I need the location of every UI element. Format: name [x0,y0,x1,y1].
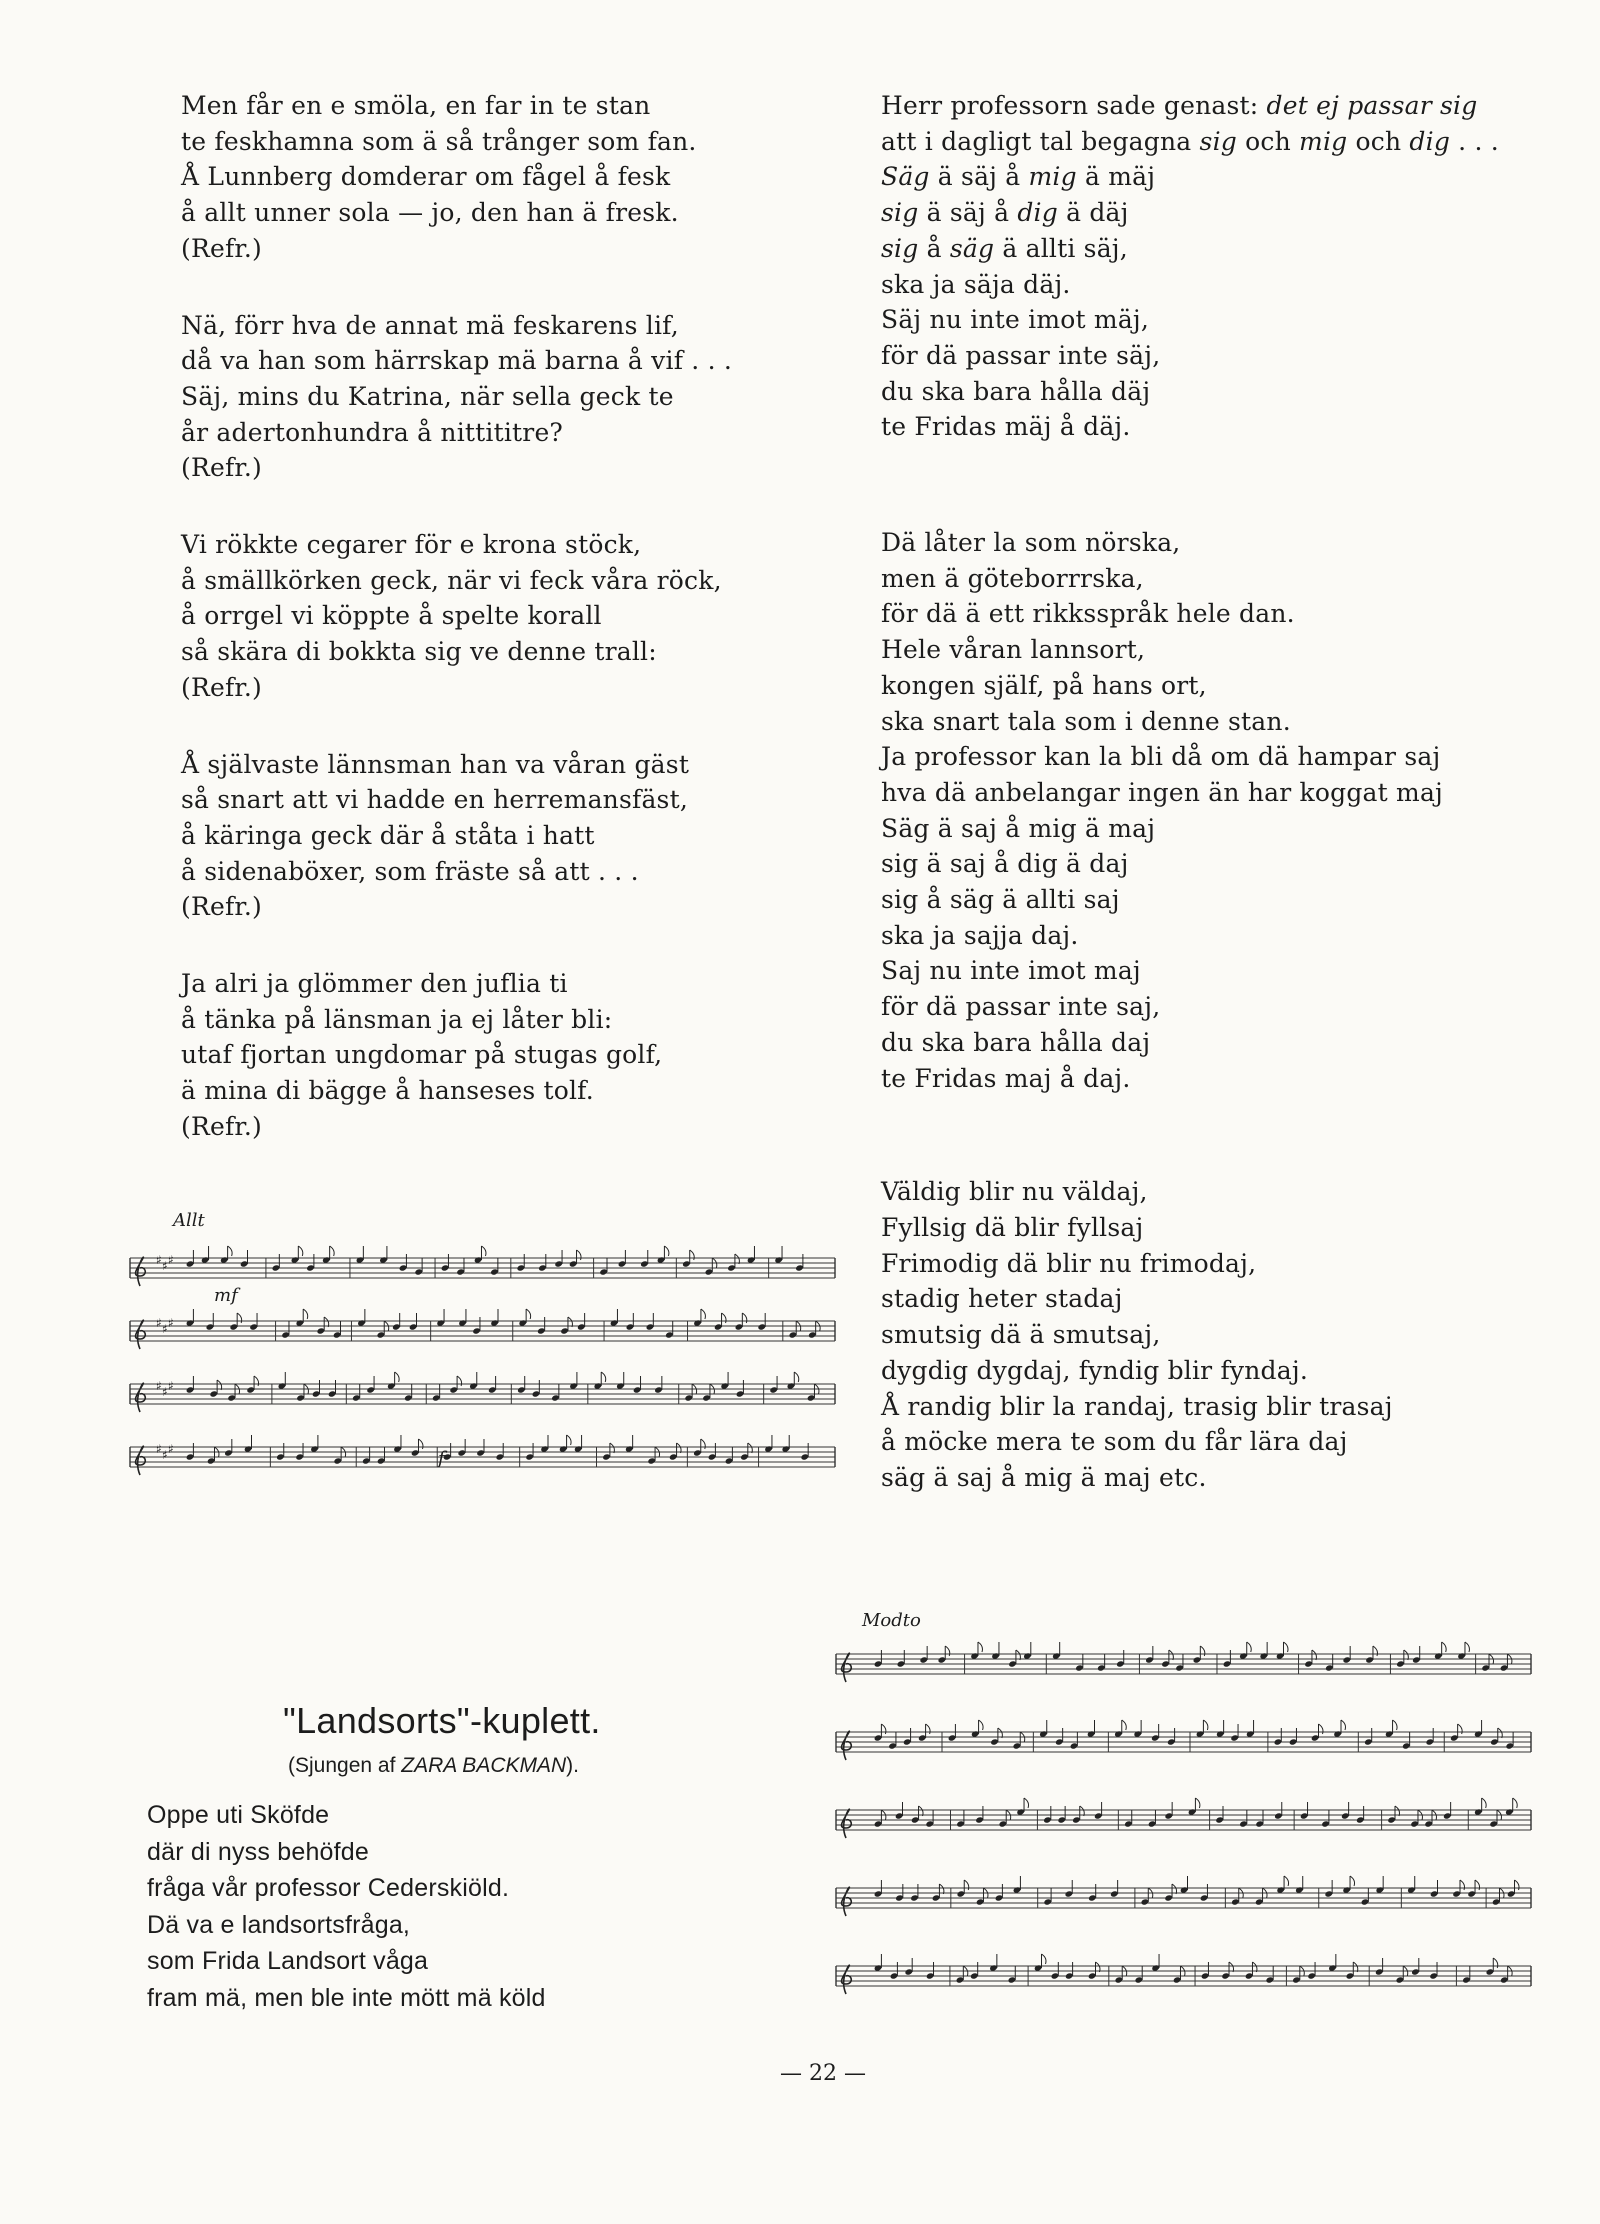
music-score-right [826,1612,1542,1997]
right-stanza [881,88,1521,445]
verse-line [881,409,1521,445]
verse-line: ä mina di bägge å hanseses tolf. [181,1076,594,1106]
verse-line: kongen själf, på hans ort, [881,670,1207,700]
verse-line: å käringa geck där å ståta i hatt [181,820,595,850]
verse-line: (Refr.) [181,892,262,922]
verse-line [881,124,1521,160]
kuplett-subtitle [288,1754,579,1778]
left-stanza [181,966,821,1145]
verse-text: te Fridas mäj å däj. [881,412,1131,442]
verse-line: dygdig dygdaj, fyndig blir fyndaj. [881,1355,1308,1385]
verse-text: ä säj å [929,162,1029,192]
italic-word: dig [1409,126,1451,156]
sharp-icon: ♯ [162,1322,168,1336]
verse-line: sig ä saj å dig ä daj [881,849,1129,879]
verse-line: för dä ä ett rikksspråk hele dan. [881,599,1295,629]
verse-text: och [1236,126,1300,156]
italic-word: dig [1017,198,1058,228]
verse-line: å tänka på länsman ja ej låter bli: [181,1004,613,1034]
verse-line: Ja professor kan la bli då om dä hampar saj [881,742,1441,772]
verse-text: Herr professorn sade genast: [881,91,1267,120]
score-right-svg [826,1612,1542,1997]
verse-line: hva dä anbelangar ingen än har koggat maj [881,777,1444,807]
italic-word: Säg [881,162,930,192]
verse-text: ä säj å [918,198,1018,228]
verse-line [881,159,1521,195]
verse-line: å allt unner sola — jo, den han ä fresk. [181,198,679,228]
tempo-mark-right: Modto [862,1610,921,1631]
music-staff [130,1246,835,1286]
verse-line: Väldig blir nu väldaj, [881,1177,1148,1207]
verse-text: och [1347,126,1410,156]
verse-text: ska ja säja däj. [881,269,1071,299]
verse-line: Å självaste lännsman han va våran gäst [181,749,690,779]
verse-text: ä allti säj, [994,233,1128,263]
verse-text: . . . [1450,126,1499,156]
treble-clef-icon [842,1731,852,1760]
sharp-icon: ♯ [162,1385,168,1399]
verse-line: Dä låter la som nörska, [881,528,1181,558]
right-verse-column [881,88,1521,1537]
treble-clef-icon [136,1320,146,1349]
italic-word: mig [1028,162,1077,192]
sharp-icon: ♯ [162,1259,168,1273]
subtitle-prefix: (Sjungen af [288,1754,402,1777]
verse-line [881,302,1521,338]
verse-line: smutsig dä ä smutsaj, [881,1320,1161,1350]
verse-text: ä mäj [1076,162,1156,192]
verse-line: te Fridas maj å daj. [881,1063,1131,1093]
left-verse-column [181,88,821,1186]
verse-text: för dä passar inte säj, [881,340,1161,370]
verse-line [881,88,1521,124]
verse-line [881,267,1521,303]
kuplett-line: som Frida Landsort våga [147,1947,429,1975]
singer-name: ZARA BACKMAN [401,1754,567,1777]
verse-line: Ja alri ja glömmer den juflia ti [181,969,568,999]
verse-line: Nä, förr hva de annat mä feskarens lif, [181,310,679,340]
italic-word: sig [1199,126,1237,156]
verse-line: å orrgel vi köppte å spelte korall [181,601,602,631]
sharp-icon: ♯ [156,1379,162,1393]
verse-line [881,338,1521,374]
dynamic-mark-mf: mf [214,1285,238,1306]
music-staff [130,1435,835,1475]
treble-clef-icon [842,1653,852,1682]
treble-clef-icon [136,1446,146,1475]
verse-line: stadig heter stadaj [881,1284,1123,1314]
italic-word: sig [881,198,919,228]
verse-line: säg ä saj å mig ä maj etc. [881,1462,1207,1492]
music-staff [836,1954,1531,1994]
verse-line: sig å säg ä allti saj [881,885,1120,915]
music-staff [836,1642,1531,1682]
verse-line: Säg ä saj å mig ä maj [881,813,1156,843]
music-staff [130,1309,835,1349]
verse-line: Saj nu inte imot maj [881,956,1141,986]
treble-clef-icon [842,1965,852,1994]
sharp-icon: ♯ [168,1253,174,1267]
verse-line [881,195,1521,231]
verse-line: Å randig blir la randaj, trasig blir trasaj [881,1391,1393,1421]
verse-line: då va han som härrskap mä barna å vif . . . [181,346,733,376]
verse-text: Säj nu inte imot mäj, [881,305,1150,335]
italic-word: mig [1299,126,1348,156]
kuplett-verse [147,1797,747,2016]
verse-line: Men får en e smöla, en far in te stan [181,91,651,120]
verse-line: ska ja sajja daj. [881,920,1079,950]
verse-line: så skära di bokkta sig ve denne trall: [181,637,657,667]
treble-clef-icon [842,1809,852,1838]
sharp-icon: ♯ [168,1442,174,1456]
verse-line: Å Lunnberg domderar om fågel å fesk [181,162,671,192]
verse-line: men ä göteborrrska, [881,563,1144,593]
italic-word: det ej passar sig [1266,91,1478,120]
verse-line [881,374,1521,410]
verse-text: ä däj [1057,198,1129,228]
verse-line: å möcke mera te som du får lära daj [881,1427,1348,1457]
sharp-icon: ♯ [168,1316,174,1330]
kuplett-title: "Landsorts"-kuplett. [283,1700,601,1741]
verse-line: (Refr.) [181,672,262,702]
tempo-mark-left: Allt [173,1210,205,1231]
music-staff [836,1720,1531,1760]
verse-line: du ska bara hålla daj [881,1027,1151,1057]
left-stanza [181,88,821,267]
verse-text: å [918,233,950,263]
verse-line: utaf fjortan ungdomar på stugas golf, [181,1040,663,1070]
italic-word: sig [881,233,919,263]
treble-clef-icon [842,1887,852,1916]
kuplett-line: Oppe uti Sköfde [147,1801,330,1829]
verse-text: du ska bara hålla däj [881,376,1151,406]
music-score-left [120,1195,840,1575]
verse-line: Fyllsig dä blir fyllsaj [881,1212,1144,1242]
verse-text: att i dagligt tal begagna [881,126,1200,156]
kuplett-line: fram mä, men ble inte mött mä köld [147,1983,546,2012]
verse-line: (Refr.) [181,233,262,263]
right-stanza [881,525,1521,1096]
sharp-icon: ♯ [168,1379,174,1393]
verse-line: Hele våran lannsort, [881,635,1146,665]
verse-line: Säj, mins du Katrina, när sella geck te [181,381,674,411]
verse-line: så snart att vi hadde en herremansfäst, [181,785,688,815]
sharp-icon: ♯ [156,1442,162,1456]
verse-line: å smällkörken geck, när vi feck våra röck, [181,565,722,595]
kuplett-line: Dä va e landsortsfråga, [147,1910,411,1939]
music-staff [130,1372,835,1412]
subtitle-suffix: ). [566,1754,579,1777]
verse-line: (Refr.) [181,453,262,483]
right-stanza [881,1174,1521,1495]
verse-line: te feskhamna som ä så trånger som fan. [181,126,697,156]
kuplett-line: fråga vår professor Cederskiöld. [147,1874,510,1902]
left-stanza [181,308,821,487]
sharp-icon: ♯ [156,1316,162,1330]
verse-line [881,231,1521,267]
left-stanza [181,747,821,926]
verse-line: år adertonhundra å nittititre? [181,417,564,447]
dynamic-mark-f: f [438,1448,445,1469]
italic-word: säg [949,233,995,263]
treble-clef-icon [136,1383,146,1412]
music-staff [836,1876,1531,1916]
kuplett-line: där di nyss behöfde [147,1837,370,1866]
verse-line: Vi rökkte cegarer för e krona stöck, [181,530,642,560]
verse-line: ska snart tala som i denne stan. [881,706,1291,736]
page-number: — 22 — [780,2061,866,2086]
treble-clef-icon [136,1257,146,1286]
verse-line: å sidenaböxer, som fräste så att . . . [181,856,639,886]
sharp-icon: ♯ [162,1448,168,1462]
sharp-icon: ♯ [156,1253,162,1267]
left-stanza [181,527,821,706]
verse-line: (Refr.) [181,1111,262,1141]
score-left-svg [120,1195,840,1575]
music-staff [836,1798,1531,1838]
verse-line: för dä passar inte saj, [881,992,1161,1022]
verse-line: Frimodig dä blir nu frimodaj, [881,1248,1257,1278]
